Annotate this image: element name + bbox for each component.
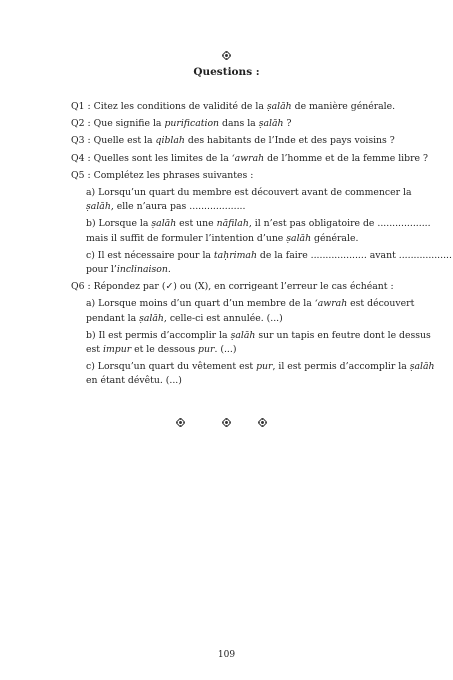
question-6-c: c) Lorsqu’un quart du vêtement est pur, il est permis d’accomplir la ṣalāh en étant dévêtu. (...) <box>86 361 435 387</box>
ornament-row <box>0 418 453 428</box>
section-title: Questions : <box>193 66 260 78</box>
question-4: Q4 : Quelles sont les limites de la ‘awrah de l’homme et de la femme libre ? <box>71 152 428 164</box>
question-2: Q2 : Que signifie la purification dans la ṣalāh ? <box>71 118 292 130</box>
ornament-icon <box>222 418 231 427</box>
question-5-c: c) Il est nécessaire pour la taḥrimah de la faire ................... avant .................. pour l’inclinaison. <box>86 249 452 276</box>
question-5-a: a) Lorsqu’un quart du membre est découvert avant de commencer la ṣalāh, elle n’aura pas ................... <box>86 187 412 213</box>
ornament-icon <box>222 51 231 60</box>
page-number: 109 <box>217 650 236 660</box>
question-6: Q6 : Répondez par (✓) ou (X), en corrigeant l’erreur le cas échéant : <box>71 281 394 293</box>
ornament-icon <box>176 418 185 427</box>
question-5: Q5 : Complétez les phrases suivantes : <box>71 169 254 181</box>
question-6-a: a) Lorsque moins d’un quart d’un membre de la ‘awrah est découvert pendant la ṣalāh, celle-ci est annulée. (...) <box>86 298 415 324</box>
question-1: Q1 : Citez les conditions de validité de la ṣalāh de manière générale. <box>71 101 396 112</box>
question-5-b: b) Lorsque la ṣalāh est une nāfilah, il n’est pas obligatoire de .................. mais il suffit de formuler l’intention d’une ṣalāh générale. <box>86 218 431 244</box>
question-6-b: b) Il est permis d’accomplir la ṣalāh sur un tapis en feutre dont le dessus est impur et le dessous pur. (...) <box>86 329 431 356</box>
question-3: Q3 : Quelle est la qiblah des habitants de l’Inde et des pays voisins ? <box>71 135 395 147</box>
ornament-icon <box>258 418 267 427</box>
questions-list <box>71 100 452 392</box>
